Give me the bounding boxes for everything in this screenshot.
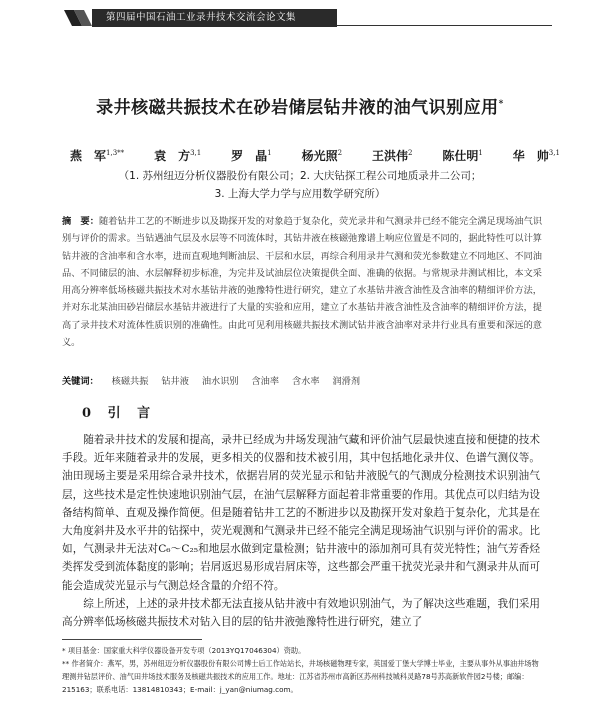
- author: 华 帅$^{3,1}$: [512, 149, 560, 163]
- abstract-text: 随着钻井工艺的不断进步以及勘探开发的对象趋于复杂化，荧光录井和气测录井已经不能完全满足现场油气识别与评价的需求。当钻遇油气层及水层等不同流体时，其钻井液在核磁弛豫谱上响应位置是不同的，据此特性可以计算钻井液的含油率和含水率，进而直观地判断油层、干层和水层，再综合利用录井气测和荧光参数建立不同地区、不同油品、不同储层的油、水层解释初步标准，为完井及试油层位决策提供全面、准确的依据。与常规录井测试相比，本文采用高分辨率低场核磁共振技术对水基钻井液的弛豫特性进行研究，建立了水基钻井液含油性及含油率的精细评价方法，并对东北某油田砂岩储层水基钻井液进行了大量的实验和应用，建立了水基钻井液含油性及含油率的精细评价方法，提高了录井技术对流体性质识别的准确性。由此可见利用核磁共振技术测试钻井液含油率对录井行业具有重要和深远的意义。: [62, 216, 543, 349]
- footnote: * 项目基金：国家重大科学仪器设备开发专项（2013YQ17046304）资助。: [62, 646, 306, 655]
- keywords-label: 关键词：: [62, 376, 99, 387]
- author: 燕 军$^{1,3**}$: [70, 149, 125, 163]
- author-list: [70, 147, 560, 164]
- keyword: 润滑剂: [332, 376, 361, 387]
- paragraph: 综上所述，上述的录井技术都无法直接从钻井液中有效地识别油气，为了解决这些难题，我们采用高分辨率低场核磁共振技术对钻入目的层的钻井液弛豫特性进行研究，建立了: [62, 597, 540, 629]
- section-heading: 0 引 言: [82, 406, 157, 421]
- keyword: 核磁共振: [111, 376, 149, 387]
- affiliation-line: 3. 上海大学力学与应用数学研究所）: [214, 188, 386, 200]
- footnote: ** 作者简介：燕军，男，苏州纽迈分析仪器股份有限公司博士后工作站站长，井场核磁物理专家，英国爱丁堡大学博士毕业，主要从事外从事油井场物理测井钻层评价、油气田井场技术服务及核磁共振技术的应用工作。地址：江苏省苏州市高新区苏州科技城科灵路78号苏高新软件园2号楼；邮编：215163；联系电话：13814810343；E-mail：j_yan@niumag.com。: [62, 659, 539, 694]
- author: 袁 方$^{3,1}$: [154, 149, 202, 163]
- abstract-label: 摘 要：: [62, 216, 99, 227]
- author: 王洪伟$^2$: [371, 149, 413, 163]
- footnote-rule: [62, 639, 202, 640]
- affiliation-line: （1. 苏州纽迈分析仪器股份有限公司；2. 大庆钻探工程公司地质录井二公司；: [118, 170, 482, 182]
- paragraph: 随着录井技术的发展和提高，录井已经成为井场发现油气藏和评价油气层最快速直接和便捷的技术手段。近年来随着录井的发展，更多相关的仪器和技术被引用，其中包括地化录井仪、色谱气测仪等。油田现场主要是采用综合录井技术，依据岩屑的荧光显示和钻井液脱气的气测成分检测技术识别油气层，这些技术是定性快速地识别油气层，在油气层解释方面起着非常重要的作用。其优点可以归结为设备结构简单、直观及操作简便。但是随着钻井工艺的不断进步以及勘探开发对象趋于复杂化，尤其是在大角度斜井及水平井的钻探中，荧光观测和气测录井已经不能完全满足现场油气识别与评价的需求。比如，气测录井无法对C₆～C₂₅和地层水做到定量检测；钻井液中的添加剂可具有荧光特性；油气芳香烃类挥发受到流体黏度的影响；岩屑返迟易形成岩屑床等，这些都会严重干扰荧光录井和气测录井从而可能会造成荧光显示与气测总烃含量的介绍不符。: [62, 434, 540, 592]
- journal-header: [92, 9, 337, 27]
- author: 陈仕明$^1$: [442, 149, 483, 163]
- journal-logo-icon: [62, 6, 96, 30]
- keyword: 含油率: [251, 376, 280, 387]
- keyword: 油水识别: [201, 376, 239, 387]
- body-text: [62, 431, 540, 631]
- journal-series-title: 第四届中国石油工业录井技术交流会论文集: [106, 12, 297, 23]
- author: 罗 晶$^1$: [231, 149, 272, 163]
- keyword: 钻井液: [161, 376, 189, 387]
- keyword: 含水率: [291, 376, 320, 387]
- header-rule: [337, 25, 552, 26]
- footnotes: [62, 644, 540, 696]
- paper-title: 录井核磁共振技术在砂岩储层钻井液的油气识别应用*: [96, 98, 504, 118]
- abstract: [62, 213, 542, 351]
- keywords: [62, 373, 542, 387]
- author: 杨光照$^2$: [301, 149, 343, 163]
